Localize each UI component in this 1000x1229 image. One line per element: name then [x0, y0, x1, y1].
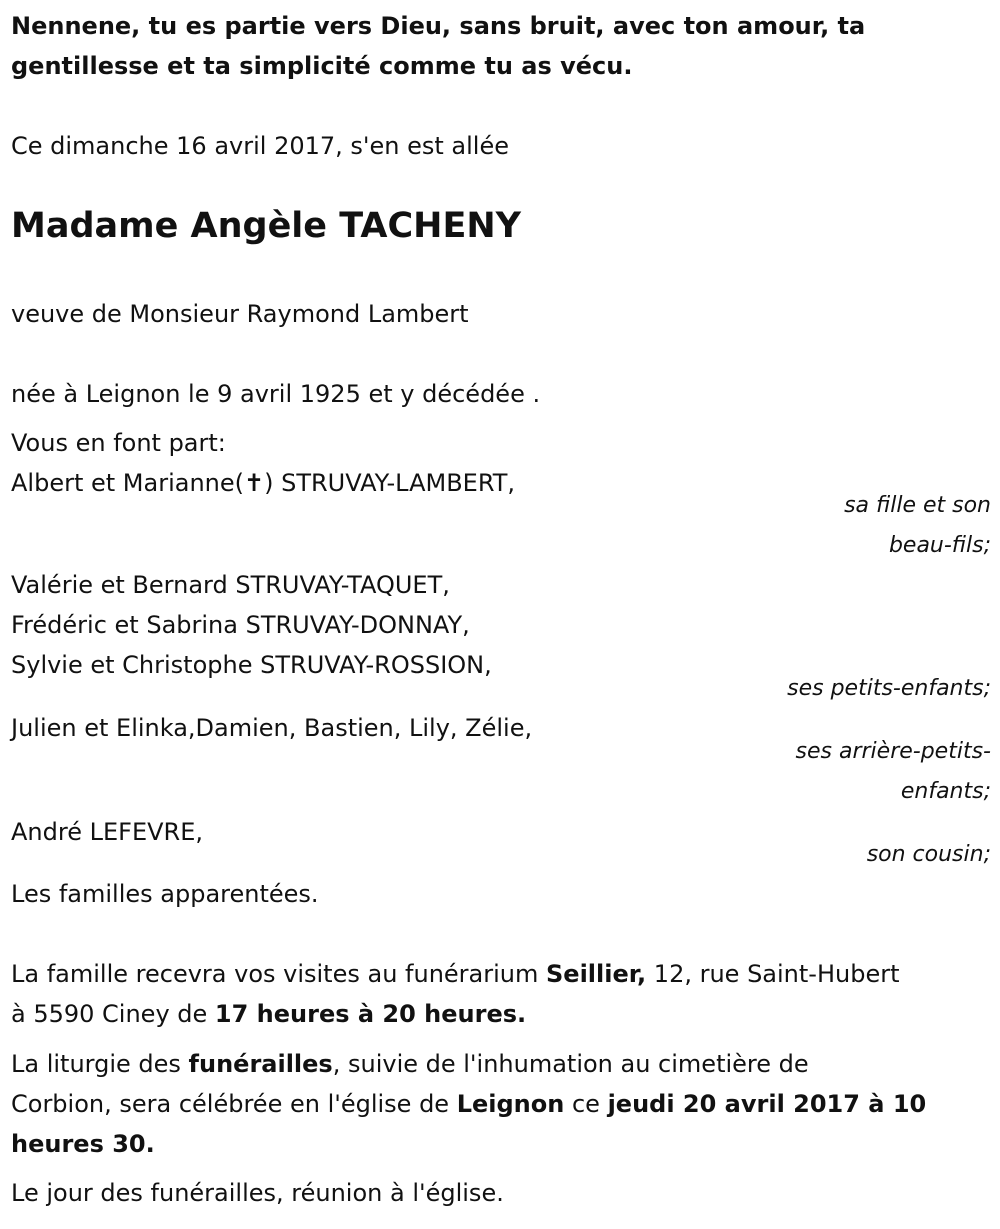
obituary-document [11, 0, 991, 1229]
daughter-line: Albert et Marianne(✝) STRUVAY-LAMBERT, [11, 469, 516, 497]
relatives-line: Les familles apparentées. [11, 880, 319, 908]
cousin-line: André LEFEVRE, [11, 818, 203, 846]
intro-text: Nennene, tu es partie vers Dieu, sans bruit, avec ton amour, ta gentillesse et ta simplicité comme tu as vécu. [11, 12, 866, 80]
announcement-line: Ce dimanche 16 avril 2017, s'en est allée [11, 132, 509, 160]
church-name: Leignon [456, 1090, 565, 1118]
daughter-relation-2: beau-fils; [888, 533, 991, 558]
daughter-relation-1: sa fille et son [844, 493, 991, 518]
funeral-word: funérailles [188, 1050, 333, 1078]
funerarium-address: 12, rue Saint-Hubert [646, 960, 900, 988]
funeral-location-pre: Corbion, sera célébrée en l'église de [11, 1090, 457, 1118]
deceased-name: Madame Angèle TACHENY [11, 206, 521, 246]
announce-by-line: Vous en font part: [11, 429, 226, 457]
widow-of-line: veuve de Monsieur Raymond Lambert [11, 300, 469, 328]
funeral-line-1 [11, 1044, 809, 1084]
grandchild-line: Valérie et Bernard STRUVAY-TAQUET, [11, 571, 450, 599]
funeral-ce: ce [564, 1090, 608, 1118]
funeral-pre: La liturgie des [11, 1050, 189, 1078]
funerarium-name: Seillier, [546, 960, 647, 988]
birth-death-line: née à Leignon le 9 avril 1925 et y décédée . [11, 380, 541, 408]
visits-location: à 5590 Ciney de [11, 1000, 215, 1028]
funeral-mid: , suivie de l'inhumation au cimetière de [332, 1050, 809, 1078]
visits-pre: La famille recevra vos visites au funérarium [11, 960, 546, 988]
visit-hours: 17 heures à 20 heures. [214, 1000, 527, 1028]
funeral-time: heures 30. [11, 1130, 155, 1158]
great-grandchildren-line: Julien et Elinka,Damien, Bastien, Lily, Zélie, [11, 714, 533, 742]
funeral-line-2 [11, 1084, 926, 1124]
visits-line-1 [11, 954, 900, 994]
cousin-relation: son cousin; [866, 842, 991, 867]
funeral-date: jeudi 20 avril 2017 à 10 [607, 1090, 927, 1118]
grandchild-line: Frédéric et Sabrina STRUVAY-DONNAY, [11, 611, 470, 639]
grandchild-line: Sylvie et Christophe STRUVAY-ROSSION, [11, 651, 492, 679]
visits-line-2 [11, 994, 526, 1034]
great-grandchildren-relation-2: enfants; [900, 779, 991, 804]
great-grandchildren-relation-1: ses arrière-petits- [795, 739, 991, 764]
grandchildren-relation: ses petits-enfants; [787, 676, 991, 701]
gathering-line: Le jour des funérailles, réunion à l'église. [11, 1179, 504, 1207]
